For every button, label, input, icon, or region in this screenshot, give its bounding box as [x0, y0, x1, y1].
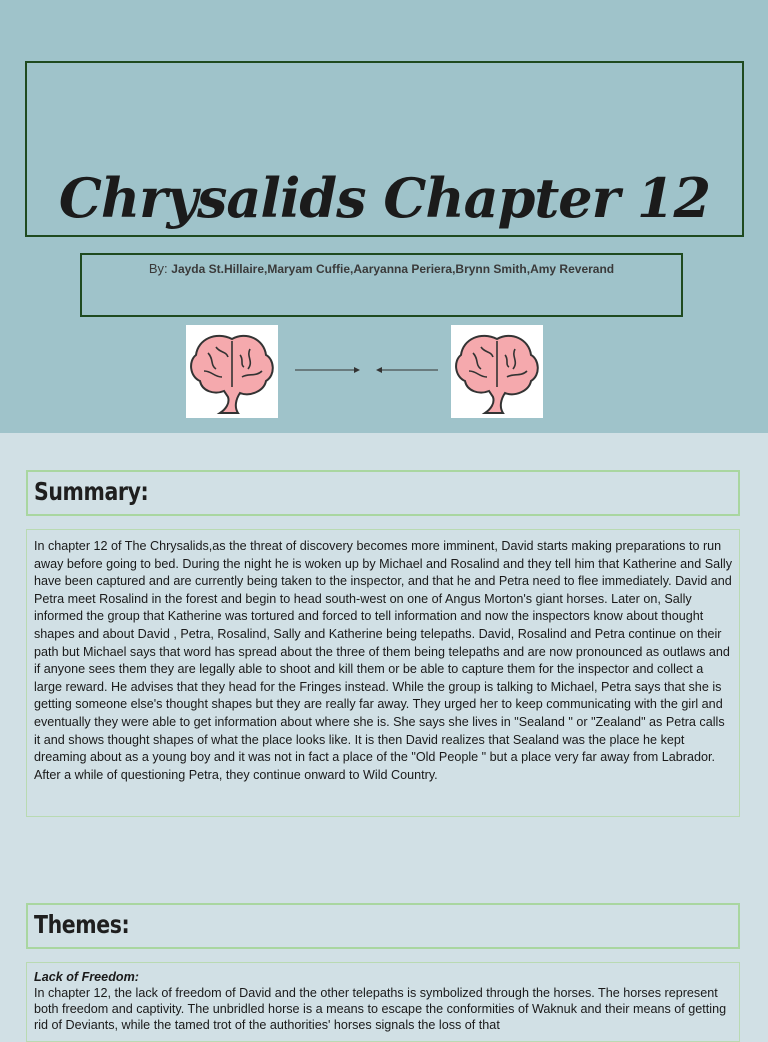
byline-authors: Jayda St.Hillaire,Maryam Cuffie,Aaryanna Periera,Brynn Smith,Amy Reverand — [171, 262, 615, 276]
themes-box — [26, 962, 740, 1042]
brain-icon — [186, 325, 278, 418]
arrow-right-icon — [294, 365, 362, 375]
arrow-left-icon — [374, 365, 440, 375]
theme-body: In chapter 12, the lack of freedom of David and the other telepaths is symbolized through the horses. The horses represent both freedom and captivity. The unbridled horse is a means to escape the conformities of Waknuk and their means of getting rid of Deviants, while the tamed trot of the authorities' horses signals the loss of that — [34, 986, 727, 1032]
title-box — [25, 61, 744, 237]
header-banner — [0, 0, 768, 433]
byline — [82, 261, 681, 276]
themes-heading: Themes: — [34, 910, 130, 939]
theme-subheading: Lack of Freedom: — [34, 970, 139, 984]
summary-box — [26, 529, 740, 817]
summary-text: In chapter 12 of The Chrysalids,as the threat of discovery becomes more imminent, David starts making preparations to run away before going to bed. During the night he is woken up by Michael and Rosalind and they tell him that Katherine and Sally have been captured and are currently being taken to the inspector, and that he and Petra need to flee immediately. David and Petra meet Rosalind in the forest and begin to head south-west on one of Angus Morton's giant horses. Later on, Sally informed the group that Katherine was tortured and forced to tell information and now the inspectors know about thought shapes and about David , Petra, Rosalind, Sally and Katherine being telepaths. David, Rosalind and Petra continue on their path but Michael says that word has spread about the three of them being telepaths and are now pronounced as outlaws and if anyone sees them they are legally able to shoot and kill them or be able to capture them for the inspector and collect a large reward. He advises that they head for the Fringes instead. While the group is talking to Michael, Petra says that she is getting someone else's thought shapes but they are really far away. They urged her to keep communicating with the girl and eventually they were able to get information about where she is. She says she lives in "Sealand " or "Zealand" as Petra calls it and shows thought shapes of what the place looks like. It is then David realizes that Sealand was the place he kept dreaming about as a young boy and it was not in fact a place of the "Old People " but a place very far away from Labrador. After a while of questioning Petra, they continue onward to Wild Country. — [34, 539, 732, 782]
themes-text — [27, 963, 739, 1033]
brain-icon — [451, 325, 543, 418]
page-title: Chrysalids Chapter 12 — [58, 166, 711, 230]
summary-heading-box — [26, 470, 740, 516]
summary-heading: Summary: — [34, 477, 149, 506]
themes-heading-box — [26, 903, 740, 949]
byline-prefix: By: — [148, 261, 172, 276]
byline-box — [80, 253, 683, 317]
